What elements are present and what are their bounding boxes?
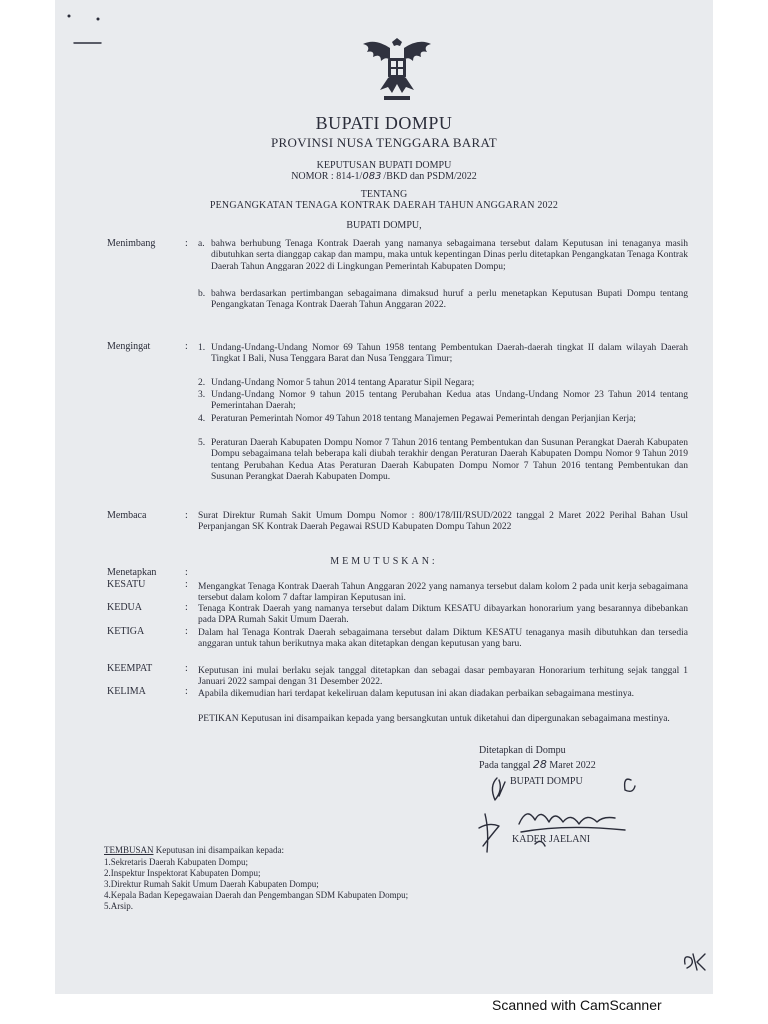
mengingat-item-1-marker: 1.	[198, 343, 206, 353]
decree-subject: PENGANGKATAN TENAGA KONTRAK DAERAH TAHUN ANGGARAN 2022	[209, 200, 559, 211]
mengingat-item-3	[198, 390, 688, 413]
diktum-ketiga-colon: :	[185, 626, 188, 637]
decree-number-suffix: /BKD dan PSDM/2022	[383, 171, 477, 182]
signatory-name: KADER JAELANI	[512, 834, 591, 845]
membaca-colon: :	[185, 510, 188, 521]
diktum-kesatu-text: Mengangkat Tenaga Kontrak Daerah Tahun Anggaran 2022 yang namanya tersebut dalam kolom 2 pada unit kerja sebagaimana tersebut dalam kolom 7 daftar lampiran Keputusan ini.	[198, 582, 688, 604]
membaca-text: Surat Direktur Rumah Sakit Umum Dompu Nomor : 800/178/III/RSUD/2022 tanggal 2 Maret 2022 Perihal Bahan Usul Perpanjangan SK Kontrak Daerah Pegawai RSUD Kabupaten Dompu Tahun 2022	[198, 511, 688, 533]
menimbang-item-a-marker: a.	[198, 239, 205, 249]
mengingat-colon: :	[185, 341, 188, 352]
handwritten-signature	[475, 766, 655, 866]
about-label: TENTANG	[360, 189, 408, 200]
diktum-kelima-colon: :	[185, 686, 188, 697]
regent-heading: BUPATI DOMPU,	[346, 220, 422, 231]
mengingat-item-3-marker: 3.	[198, 390, 206, 400]
mengingat-label: Mengingat	[107, 341, 151, 352]
mengingat-item-3-text: Undang-Undang Nomor 9 tahun 2015 tentang Perubahan Kedua atas Undang-Undang Nomor 23 Tahun 2014 tentang Pemerintahan Daerah;	[211, 390, 688, 412]
signature-place: Ditetapkan di Dompu	[479, 745, 566, 756]
membaca-label: Membaca	[107, 510, 147, 521]
mengingat-item-2-marker: 2.	[198, 378, 206, 388]
menetapkan-colon: :	[185, 567, 188, 578]
garuda-emblem-icon	[357, 30, 437, 110]
tembusan-item: 3.Direktur Rumah Sakit Umum Daerah Kabupaten Dompu;	[104, 879, 319, 889]
menimbang-item-b	[198, 289, 688, 312]
diktum-ketiga-label: KETIGA	[107, 626, 145, 637]
signature-date-suffix: Maret 2022	[549, 760, 596, 771]
document-page	[55, 0, 713, 994]
mengingat-item-5-marker: 5.	[198, 438, 206, 448]
petikan-text: PETIKAN Keputusan ini disampaikan kepada yang bersangkutan untuk diketahui dan dipergunakan sebagaimana mestinya.	[198, 714, 670, 724]
mengingat-item-4-marker: 4.	[198, 414, 206, 424]
mengingat-item-1	[198, 343, 688, 366]
decree-title: KEPUTUSAN BUPATI DOMPU	[316, 160, 452, 171]
signature-date-handwritten: 28	[532, 758, 547, 771]
diktum-kesatu-label: KESATU	[107, 579, 146, 590]
mengingat-item-2-text: Undang-Undang Nomor 5 tahun 2014 tentang Aparatur Sipil Negara;	[211, 378, 475, 388]
menimbang-label: Menimbang	[107, 238, 156, 249]
mengingat-item-4	[198, 414, 688, 425]
decree-number-prefix: NOMOR : 814-1/	[291, 171, 363, 182]
tembusan-item: 1.Sekretaris Daerah Kabupaten Dompu;	[104, 857, 248, 867]
decree-number	[55, 171, 713, 182]
menimbang-item-a-text: bahwa berhubung Tenaga Kontrak Daerah yang namanya sebagaimana tersebut dalam Keputusan ini tenaganya masih dibutuhkan serta dianggap cakap dan mampu, maka untuk kepentingan Dinas perlu ditetapkan Pengangkatan Tenaga Kontrak Daerah Tahun Anggaran 2022 di Lingkungan Pemerintah Kabupaten Dompu;	[211, 239, 688, 272]
diktum-kelima-text: Apabila dikemudian hari terdapat kekeliruan dalam keputusan ini akan diadakan perbaikan sebagaimana mestinya.	[198, 689, 635, 699]
diktum-keempat-label: KEEMPAT	[107, 663, 153, 674]
tembusan-item: 5.Arsip.	[104, 901, 133, 911]
diktum-keempat-text: Keputusan ini mulai berlaku sejak tanggal ditetapkan dan sebagai dasar pembayaran Honorarium terhitung sejak tanggal 1 Januari 2022 sampai dengan 31 Desember 2022.	[198, 666, 688, 688]
margin-marks	[65, 10, 115, 50]
mengingat-item-5-text: Peraturan Daerah Kabupaten Dompu Nomor 7 Tahun 2016 tentang Pembentukan dan Susunan Perangkat Daerah Kabupaten Dompu sebagaimana telah beberapa kali diubah terakhir dengan Peraturan Daerah Kabupaten Dompu Nomor 9 Tahun 2019 tentang Perubahan Kedua Atas Peraturan Daerah Kabupaten Dompu Nomor 7 Tahun 2016 tentang Pembentukan dan Susunan Perangkat Daerah Kabupaten Dompu.	[211, 438, 688, 483]
menimbang-item-b-marker: b.	[198, 289, 206, 299]
decree-number-handwritten: 083	[362, 171, 382, 182]
menimbang-item-a	[198, 239, 688, 273]
mengingat-item-4-text: Peraturan Pemerintah Nomor 49 Tahun 2018 tentang Manajemen Pegawai Pemerintah dengan Perjanjian Kerja;	[211, 414, 636, 424]
diktum-kedua-colon: :	[185, 602, 188, 613]
diktum-kesatu-colon: :	[185, 579, 188, 590]
mengingat-item-1-text: Undang-Undang-Undang Nomor 69 Tahun 1958 tentang Pembentukan Daerah-daerah tingkat II dalam wilayah Daerah Tingkat I Bali, Nusa Tenggara Barat dan Nusa Tenggara Timur;	[211, 343, 688, 365]
tembusan-heading	[104, 845, 284, 856]
tembusan-heading-underlined: TEMBUSAN	[104, 845, 154, 855]
tembusan-heading-rest: Keputusan ini disampaikan kepada:	[155, 845, 284, 855]
signature-position: BUPATI DOMPU	[510, 776, 583, 787]
mengingat-item-5	[198, 438, 688, 484]
issuer-title: BUPATI DOMPU	[315, 113, 453, 133]
scanner-watermark: Scanned with CamScanner	[492, 997, 662, 1013]
mengingat-item-2	[198, 378, 688, 389]
menimbang-colon: :	[185, 238, 188, 249]
signature-date-prefix: Pada tanggal	[479, 760, 531, 771]
tembusan-item: 2.Inspektur Inspektorat Kabupaten Dompu;	[104, 868, 261, 878]
initial-mark	[681, 948, 709, 974]
diktum-keempat-colon: :	[185, 663, 188, 674]
diktum-kedua-text: Tenaga Kontrak Daerah yang namanya tersebut dalam Diktum KESATU dibayarkan honorarium yang besarannya dibebankan pada DPA Rumah Sakit Umum Daerah.	[198, 604, 688, 626]
tembusan-item: 4.Kepala Badan Kepegawaian Daerah dan Pengembangan SDM Kabupaten Dompu;	[104, 890, 409, 900]
menetapkan-label: Menetapkan	[107, 567, 157, 578]
menimbang-item-b-text: bahwa berdasarkan pertimbangan sebagaimana dimaksud huruf a perlu menetapkan Keputusan Bupati Dompu tentang Pengangkatan Tenaga Kontrak Daerah Tahun Anggaran 2022.	[211, 289, 688, 311]
memutuskan-heading: MEMUTUSKAN:	[330, 556, 438, 567]
diktum-kelima-label: KELIMA	[107, 686, 146, 697]
province-title: PROVINSI NUSA TENGGARA BARAT	[271, 135, 497, 150]
diktum-ketiga-text: Dalam hal Tenaga Kontrak Daerah sebagaimana tersebut dalam Diktum KESATU tenaganya masih dibutuhkan dan tersedia anggaran untuk tahun berikutnya maka akan ditetapkan dengan keputusan yang baru.	[198, 628, 688, 650]
diktum-kedua-label: KEDUA	[107, 602, 142, 613]
